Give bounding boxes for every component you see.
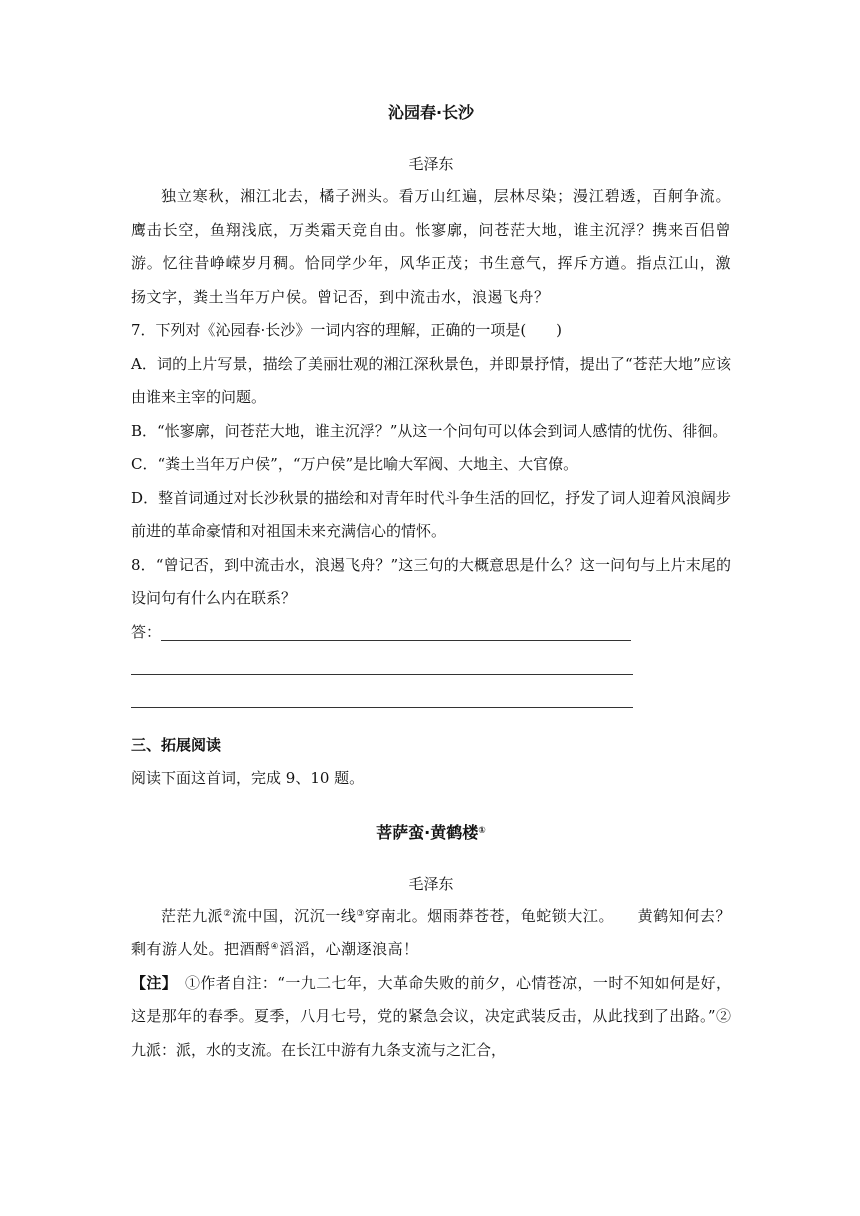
footnote-marker: ③	[356, 908, 366, 919]
question-7-option-c: C．“粪土当年万户侯”，“万户侯”是比喻大军阀、大地主、大官僚。	[131, 455, 579, 473]
poem-text: 独立寒秋，湘江北去，橘子洲头。看万山红遍，层林尽染；漫江碧透，百舸争流。鹰击长空，鱼翔浅底，万类霜天竞自由。怅寥廓，问苍茫大地，谁主沉浮？携来百侣曾游。忆往昔峥嵘岁月稠。恰同学少年，风华正茂；书生意气，挥斥方遒。指点江山，激扬文字，粪土当年万户侯。曾记否，到中流击水，浪遏飞舟？	[131, 187, 731, 306]
footnote-marker: ①	[478, 825, 486, 836]
footnote-text: 【注】 ①作者自注：“一九二七年，大革命失败的前夕，心情苍凉，一时不知如何是好，这是那年的春季。夏季，八月七号，党的紧急会议，决定武装反击，从此找到了出路。”②九派：派，水的支流。在长江中游有九条支流与之汇合，	[131, 973, 731, 1059]
poem-author: 毛泽东	[408, 155, 454, 173]
question-7-option-a: A．词的上片写景，描绘了美丽壮观的湘江深秋景色，并即景抒情，提出了“苍茫大地”应该由谁来主宰的问题。	[131, 354, 731, 406]
footnote-marker: ②	[223, 908, 232, 919]
question-7-option-d: D．整首词通过对长沙秋景的描绘和对青年时代斗争生活的回忆，抒发了词人迎着风浪阔步前进的革命豪情和对祖国未来充满信心的情怀。	[131, 488, 731, 540]
answer-label: 答：	[131, 622, 162, 641]
answer-line-3[interactable]	[131, 683, 731, 717]
question-8-stem: 8．“曾记否，到中流击水，浪遏飞舟？”这三句的大概意思是什么？这一问句与上片末尾的设问句有什么内在联系？	[131, 555, 731, 607]
question-7-stem: 7．下列对《沁园春·长沙》一词内容的理解，正确的一项是( )	[131, 321, 563, 339]
footnote-marker: ④	[270, 942, 280, 952]
answer-underline	[131, 707, 633, 708]
poem-title: 菩萨蛮·黄鹤楼①	[376, 822, 486, 842]
poem-text: 茫茫九派②流中国，沉沉一线③穿南北。烟雨莽苍苍，龟蛇锁大江。 黄鹤知何去？剩有游人处。把酒酹④滔滔，心潮逐浪高！	[131, 906, 731, 958]
answer-underline	[161, 640, 631, 641]
section-instruction: 阅读下面这首词，完成 9、10 题。	[131, 769, 365, 787]
footnote-tag: 【注】	[131, 973, 170, 992]
document-page	[131, 96, 731, 1067]
answer-underline	[131, 674, 633, 675]
answer-line-2[interactable]	[131, 649, 731, 683]
poem-author: 毛泽东	[408, 874, 454, 893]
answer-line-1[interactable]	[131, 616, 731, 650]
question-7-option-b: B．“怅寥廓，问苍茫大地，谁主沉浮？”从这一个问句可以体会到词人感情的忧伤、徘徊。	[131, 421, 728, 440]
section-heading: 三、拓展阅读	[131, 736, 222, 754]
poem-title: 沁园春·长沙	[387, 103, 475, 122]
